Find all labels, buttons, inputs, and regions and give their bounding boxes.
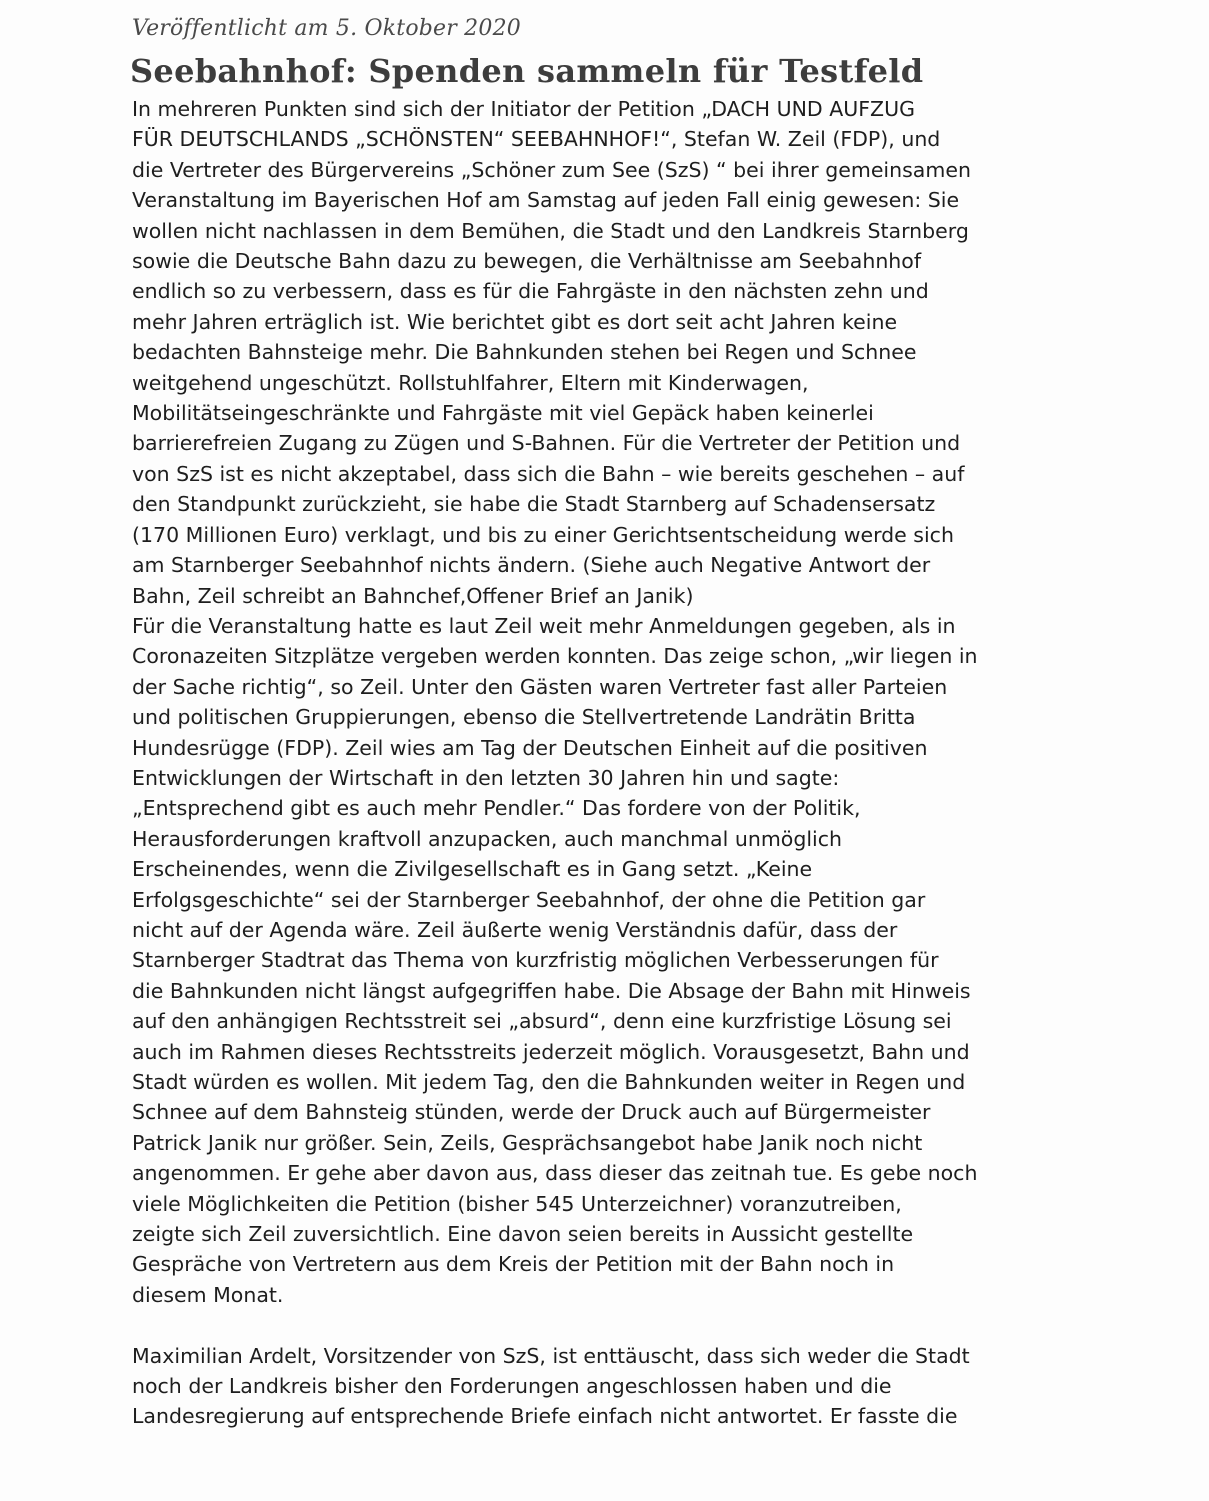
body-line: viele Möglichkeiten die Petition (bisher 545 Unterzeichner) voranzutreiben,	[132, 1191, 902, 1216]
body-line: Schnee auf dem Bahnsteig stünden, werde der Druck auch auf Bürgermeister	[132, 1100, 931, 1125]
body-line: der Sache richtig“, so Zeil. Unter den Gästen waren Vertreter fast aller Parteien	[132, 674, 948, 699]
body-line: Starnberger Stadtrat das Thema von kurzfristig möglichen Verbesserungen für	[132, 948, 939, 973]
body-line: Herausforderungen kraftvoll anzupacken, auch manchmal unmöglich	[132, 826, 842, 851]
body-line: Erscheinendes, wenn die Zivilgesellschaft es in Gang setzt. „Keine	[132, 857, 813, 882]
body-line: Coronazeiten Sitzplätze vergeben werden konnten. Das zeige schon, „wir liegen in	[132, 644, 978, 669]
publication-date: Veröffentlicht am 5. Oktober 2020	[132, 16, 521, 41]
body-line: Bahn, Zeil schreibt an Bahnchef,Offener Brief an Janik)	[132, 583, 694, 608]
article-body	[132, 94, 1052, 1432]
body-line: zeigte sich Zeil zuversichtlich. Eine davon seien bereits in Aussicht gestellte	[132, 1222, 914, 1247]
body-line: barrierefreien Zugang zu Zügen und S-Bahnen. Für die Vertreter der Petition und	[132, 431, 961, 456]
body-line: nicht auf der Agenda wäre. Zeil äußerte wenig Verständnis dafür, dass der	[132, 917, 898, 942]
body-line: und politischen Gruppierungen, ebenso die Stellvertretende Landrätin Britta	[132, 705, 916, 730]
body-line: In mehreren Punkten sind sich der Initiator der Petition „DACH UND AUFZUG	[132, 97, 915, 121]
body-line: sowie die Deutsche Bahn dazu zu bewegen, die Verhältnisse am Seebahnhof	[132, 249, 922, 274]
body-line: Patrick Janik nur größer. Sein, Zeils, Gesprächsangebot habe Janik noch nicht	[132, 1130, 923, 1155]
body-line: Für die Veranstaltung hatte es laut Zeil weit mehr Anmeldungen gegeben, als in	[132, 613, 956, 638]
body-line: „Entsprechend gibt es auch mehr Pendler.“ Das fordere von der Politik,	[132, 796, 861, 821]
body-line: bedachten Bahnsteige mehr. Die Bahnkunden stehen bei Regen und Schnee	[132, 340, 917, 365]
body-line: angenommen. Er gehe aber davon aus, dass dieser das zeitnah tue. Es gebe noch	[132, 1161, 978, 1186]
body-line: auch im Rahmen dieses Rechtsstreits jederzeit möglich. Vorausgesetzt, Bahn und	[132, 1039, 970, 1064]
body-line: von SzS ist es nicht akzeptabel, dass sich die Bahn – wie bereits geschehen – auf	[132, 461, 965, 486]
paragraph-gap	[132, 1310, 1052, 1340]
body-line: Gespräche von Vertretern aus dem Kreis der Petition mit der Bahn noch in	[132, 1252, 895, 1277]
body-line: den Standpunkt zurückzieht, sie habe die Stadt Starnberg auf Schadensersatz	[132, 492, 936, 517]
body-line: weitgehend ungeschützt. Rollstuhlfahrer, Eltern mit Kinderwagen,	[132, 370, 809, 395]
body-line: Entwicklungen der Wirtschaft in den letzten 30 Jahren hin und sagte:	[132, 765, 840, 790]
body-line: (170 Millionen Euro) verklagt, und bis zu einer Gerichtsentscheidung werde sich	[132, 522, 954, 547]
body-line: endlich so zu verbessern, dass es für die Fahrgäste in den nächsten zehn und	[132, 279, 929, 304]
body-line: mehr Jahren erträglich ist. Wie berichtet gibt es dort seit acht Jahren keine	[132, 309, 898, 334]
body-line: die Vertreter des Bürgervereins „Schöner zum See (SzS) “ bei ihrer gemeinsamen	[132, 157, 971, 182]
body-line: Maximilian Ardelt, Vorsitzender von SzS, ist enttäuscht, dass sich weder die Stadt	[132, 1343, 970, 1368]
body-line: noch der Landkreis bisher den Forderungen angeschlossen haben und die	[132, 1374, 892, 1399]
body-line: wollen nicht nachlassen in dem Bemühen, die Stadt und den Landkreis Starnberg	[132, 218, 969, 243]
article-headline: Seebahnhof: Spenden sammeln für Testfeld	[130, 52, 924, 90]
body-line: FÜR DEUTSCHLANDS „SCHÖNSTEN“ SEEBAHNHOF!“, Stefan W. Zeil (FDP), und	[132, 127, 941, 152]
body-line: Erfolgsgeschichte“ sei der Starnberger Seebahnhof, der ohne die Petition gar	[132, 887, 926, 912]
body-line: Veranstaltung im Bayerischen Hof am Samstag auf jeden Fall einig gewesen: Sie	[132, 188, 960, 213]
body-line: diesem Monat.	[132, 1282, 284, 1307]
body-line: auf den anhängigen Rechtsstreit sei „absurd“, denn eine kurzfristige Lösung sei	[132, 1009, 952, 1034]
body-line: Mobilitätseingeschränkte und Fahrgäste mit viel Gepäck haben keinerlei	[132, 401, 874, 426]
body-line: Landesregierung auf entsprechende Briefe einfach nicht antwortet. Er fasste die	[132, 1404, 958, 1429]
body-line: Stadt würden es wollen. Mit jedem Tag, den die Bahnkunden weiter in Regen und	[132, 1070, 966, 1094]
body-line: die Bahnkunden nicht längst aufgegriffen habe. Die Absage der Bahn mit Hinweis	[132, 978, 971, 1003]
body-line: am Starnberger Seebahnhof nichts ändern. (Siehe auch Negative Antwort der	[132, 553, 931, 578]
body-line: Hundesrügge (FDP). Zeil wies am Tag der Deutschen Einheit auf die positiven	[132, 735, 928, 760]
